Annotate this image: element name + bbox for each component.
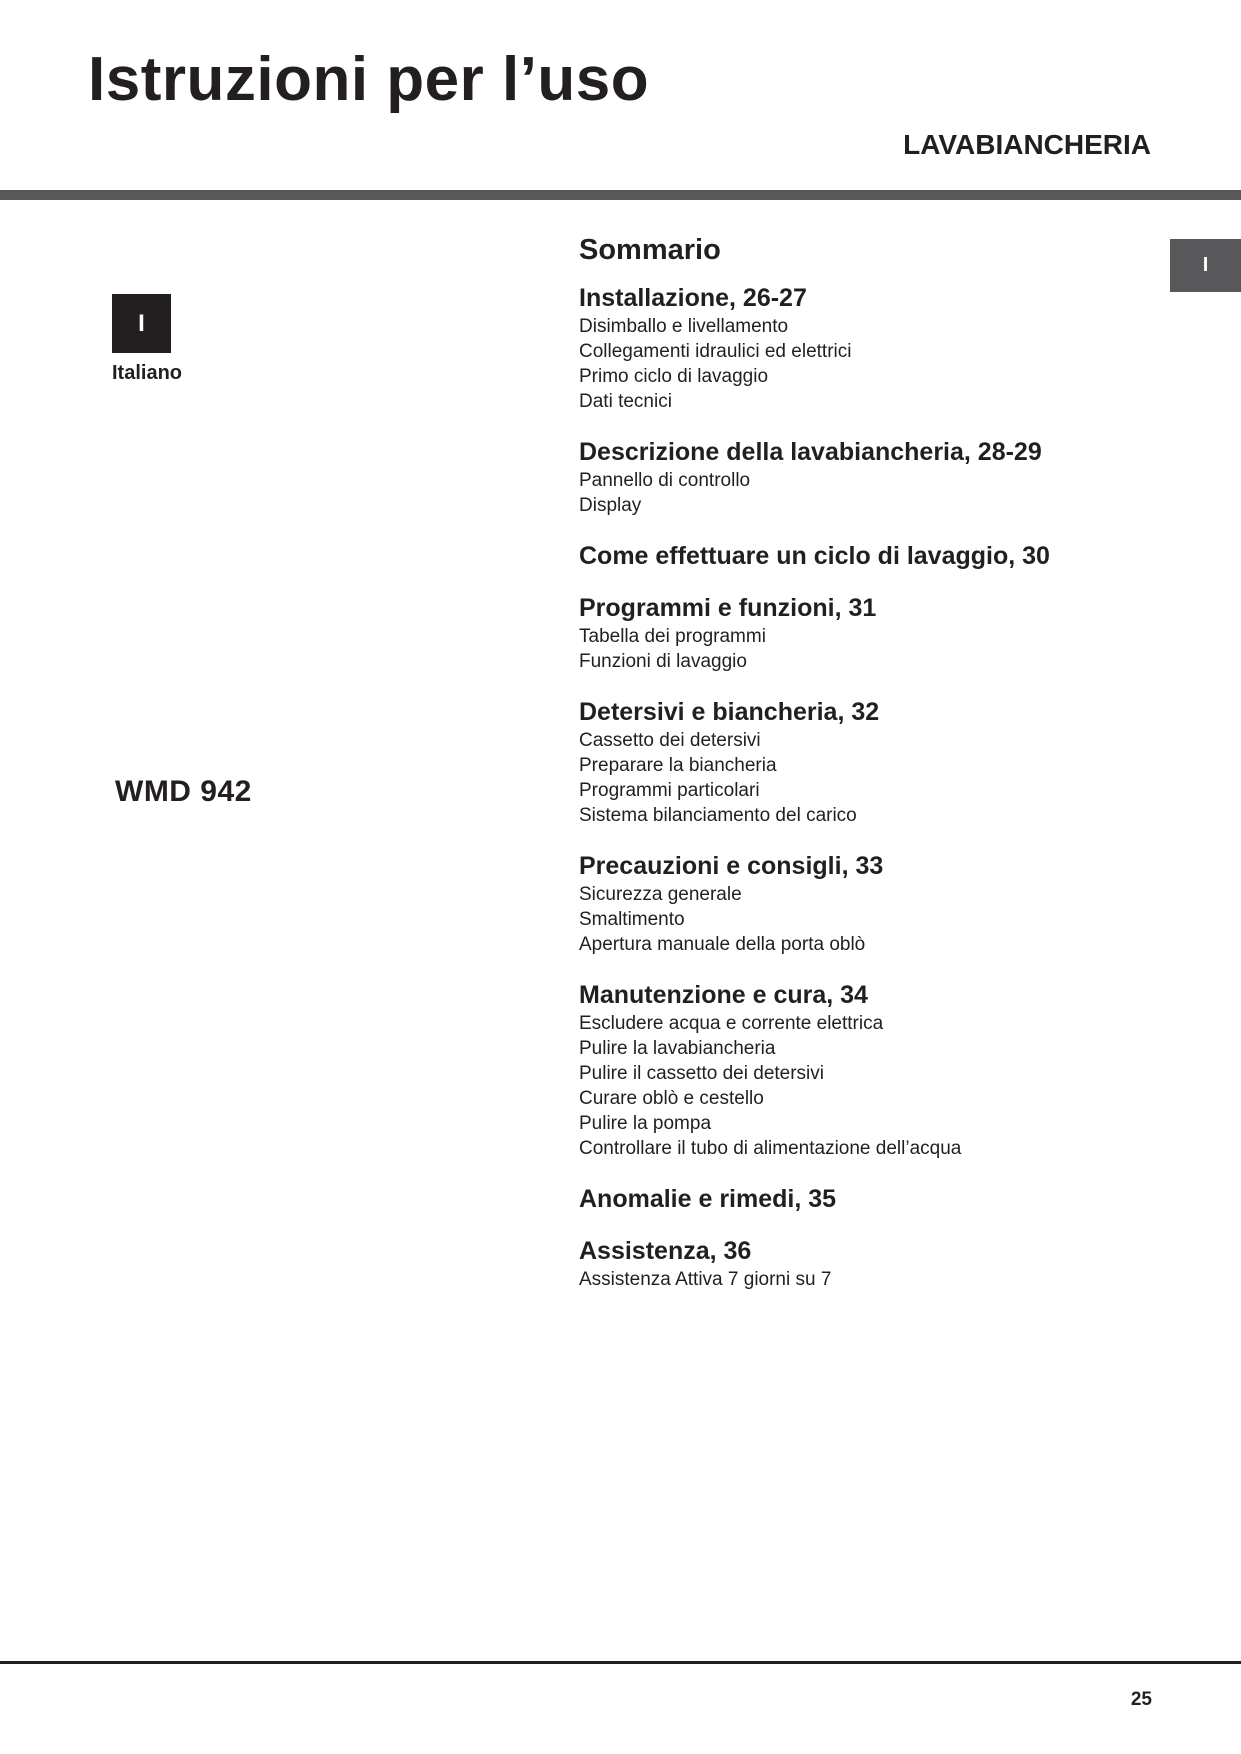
footer-divider [0,1661,1241,1664]
toc-item: Display [579,495,642,516]
toc-item-list [579,728,1139,828]
toc-item-list [579,882,1139,957]
toc-section [579,540,1139,572]
toc-item: Pulire la pompa [579,1113,712,1134]
toc-item: Controllare il tubo di alimentazione dell’acqua [579,1138,962,1159]
toc-section-heading: Descrizione della lavabiancheria, 28-29 [579,438,1042,466]
toc-section-heading: Detersivi e biancheria, 32 [579,698,880,726]
toc-item: Curare oblò e cestello [579,1088,764,1109]
toc-item: Smaltimento [579,909,685,930]
toc-title: Sommario [579,234,721,266]
table-of-contents [579,228,1139,1314]
toc-item: Cassetto dei detersivi [579,730,761,751]
toc-section-heading: Installazione, 26-27 [579,284,807,312]
toc-section [579,850,1139,957]
toc-item: Pulire la lavabiancheria [579,1038,776,1059]
toc-item: Disimballo e livellamento [579,316,789,337]
toc-item: Preparare la biancheria [579,755,777,776]
toc-item: Assistenza Attiva 7 giorni su 7 [579,1269,832,1290]
toc-item: Apertura manuale della porta oblò [579,934,866,955]
toc-item: Collegamenti idraulici ed elettrici [579,341,852,362]
header-divider [0,190,1241,200]
toc-item: Pulire il cassetto dei detersivi [579,1063,824,1084]
language-tab: I [1170,239,1241,292]
model-name: WMD 942 [115,775,252,808]
toc-item-list [579,1267,1139,1292]
toc-item-list [579,624,1139,674]
toc-item: Tabella dei programmi [579,626,766,647]
toc-section-heading: Assistenza, 36 [579,1237,752,1265]
toc-item: Funzioni di lavaggio [579,651,747,672]
page-number: 25 [1130,1689,1152,1710]
toc-section [579,696,1139,828]
toc-item: Sicurezza generale [579,884,742,905]
toc-section [579,1235,1139,1292]
toc-item-list [579,314,1139,414]
page-title: Istruzioni per l’uso [88,45,650,114]
language-badge: I [112,294,171,353]
language-label: Italiano [112,362,183,384]
toc-section-heading: Precauzioni e consigli, 33 [579,852,884,880]
toc-item: Primo ciclo di lavaggio [579,366,769,387]
toc-section-heading: Come effettuare un ciclo di lavaggio, 30 [579,542,1050,570]
toc-item: Pannello di controllo [579,470,751,491]
toc-section-heading: Manutenzione e cura, 34 [579,981,868,1009]
toc-section [579,592,1139,674]
toc-section [579,436,1139,518]
product-type: LAVABIANCHERIA [903,129,1151,160]
toc-sections [579,282,1139,1292]
toc-section [579,1183,1139,1215]
toc-item: Dati tecnici [579,391,672,412]
toc-section-heading: Anomalie e rimedi, 35 [579,1185,837,1213]
toc-item-list [579,1011,1139,1161]
toc-item: Sistema bilanciamento del carico [579,805,857,826]
toc-item: Programmi particolari [579,780,760,801]
toc-section-heading: Programmi e funzioni, 31 [579,594,877,622]
toc-section [579,282,1139,414]
toc-item: Escludere acqua e corrente elettrica [579,1013,884,1034]
toc-item-list [579,468,1139,518]
toc-section [579,979,1139,1161]
